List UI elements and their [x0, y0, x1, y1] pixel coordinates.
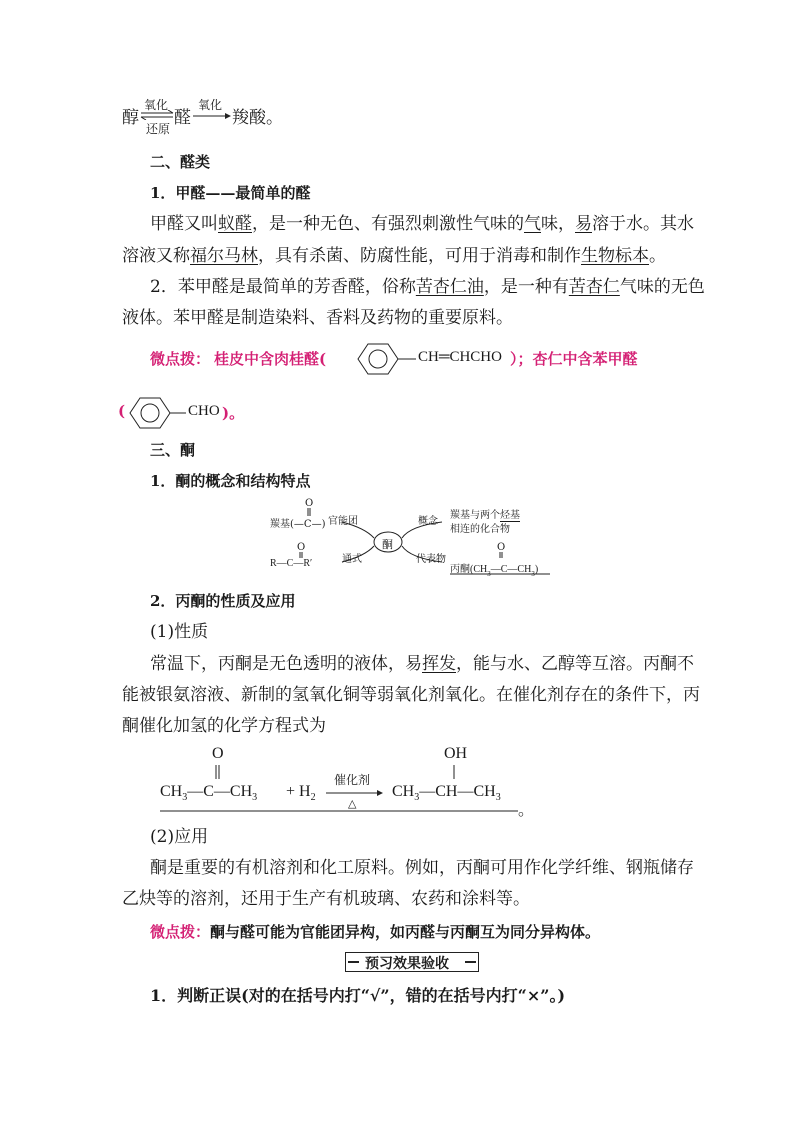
alcohol-label: 醇 [122, 108, 139, 128]
applications-heading: (2)应用 [150, 827, 209, 847]
diagram-general-formula: R—C—R′ [270, 558, 313, 569]
tip-label-2: 微点拨： [150, 923, 211, 941]
tip-text-c: ( [118, 402, 126, 420]
hydrogenation-equation [160, 745, 535, 819]
diagram-concept-text2: 相连的化合物 [450, 524, 510, 535]
benzene-ring-icon [128, 394, 186, 432]
section-title-aldehydes: 二、醛类 [150, 153, 211, 171]
diagram-o-2: O [297, 542, 306, 553]
diagram-carbonyl: 羰基(—C—) [270, 519, 326, 530]
formaldehyde-line1: 甲醛又叫蚁醛，是一种无色、有强烈刺激性气味的气味，易溶于水。其水 [150, 214, 694, 234]
formaldehyde-line2: 溶液又称福尔马林，具有杀菌、防腐性能，可用于消毒和制作生物标本。 [122, 246, 666, 266]
question-1: 1．判断正误(对的在括号内打“√”，错的在括号内打“×”。) [150, 986, 566, 1005]
diagram-functional-group: 官能团 [328, 516, 358, 527]
banner-text: 预习效果验收 [365, 956, 449, 972]
tip-benzaldehyde [118, 392, 318, 432]
applications-line2: 乙炔等的溶剂，还用于生产有机玻璃、农药和涂料等。 [122, 889, 530, 909]
tip-label: 微点拨： [150, 350, 211, 368]
applications-line1: 酮是重要的有机溶剂和化工原料。例如，丙酮可用作化学纤维、钢瓶储存 [150, 858, 694, 878]
diagram-concept-text1: 羰基与两个烃基 [450, 510, 520, 521]
eq-end: 。 [518, 802, 535, 819]
tip-isomer-text: 酮与醛可能为官能团异构，如丙醛与丙酮互为同分异构体。 [210, 923, 601, 941]
tip-text-d: )。 [222, 404, 245, 422]
section-title-ketones: 三、酮 [150, 441, 196, 459]
eq-catalyst: 催化剂 [334, 773, 371, 787]
properties-line3: 酮催化加氢的化学方程式为 [122, 716, 326, 736]
oxidation-label: 氧化 [144, 98, 169, 112]
properties-line1: 常温下，丙酮是无色透明的液体，易挥发，能与水、乙醇等互溶。丙酮不 [150, 654, 694, 674]
ketone-concept-diagram [270, 498, 560, 578]
benzaldehyde-line1: 2．苯甲醛是最简单的芳香醛，俗称苦杏仁油，是一种有苦杏仁气味的无色 [150, 277, 705, 297]
diagram-center: 酮 [382, 538, 393, 551]
eq-oh: OH [444, 745, 468, 762]
properties-line2: 能被银氨溶液、新制的氢氧化铜等弱氧化剂氧化。在催化剂存在的条件下，丙 [122, 685, 700, 705]
equilibrium-arrow [140, 110, 174, 120]
benzene-ring-icon [356, 340, 416, 378]
formaldehyde-heading: 1．甲醛——最简单的醛 [150, 184, 311, 202]
preview-banner [345, 952, 479, 972]
aldehyde-label: 醛 [174, 108, 191, 128]
reduction-label: 还原 [146, 122, 171, 136]
diagram-concept: 概念 [418, 516, 438, 527]
eq-reactant: $CH_3—C—CH_3$ [160, 783, 258, 803]
diagram-o-3: O [497, 542, 506, 553]
diagram-general-label: 通式 [342, 554, 362, 565]
ketone-concept-heading: 1．酮的概念和结构特点 [150, 472, 311, 490]
benzaldehyde-formula: CHO [188, 403, 220, 419]
diagram-o: O [305, 498, 314, 509]
tip-text-a: 桂皮中含肉桂醛( [214, 350, 327, 368]
tip-text-b: ）；杏仁中含苯甲醛 [510, 350, 638, 368]
properties-heading: (1)性质 [150, 622, 209, 642]
benzaldehyde-line2: 液体。苯甲醛是制造染料、香料及药物的重要原料。 [122, 308, 513, 328]
cinnamaldehyde-formula: CH═CHCHO [418, 349, 502, 365]
eq-hydrogen: + $H_2$ [286, 783, 316, 803]
tip-isomers [150, 921, 600, 942]
diagram-representative: 代表物 [416, 554, 446, 565]
diagram-acetone: 丙酮$(CH_3—C—CH_3)$ [450, 564, 539, 578]
right-arrow [192, 112, 232, 120]
oxidation-label-2: 氧化 [198, 98, 223, 112]
acetone-heading: 2．丙酮的性质及应用 [150, 592, 296, 610]
acid-label: 羧酸。 [232, 108, 283, 128]
eq-heat: △ [348, 798, 357, 810]
eq-o: O [212, 745, 224, 762]
tip-cinnamaldehyde [150, 340, 680, 380]
redox-scheme [122, 96, 292, 136]
eq-product: $CH_3—CH—CH_3$ [392, 783, 501, 803]
